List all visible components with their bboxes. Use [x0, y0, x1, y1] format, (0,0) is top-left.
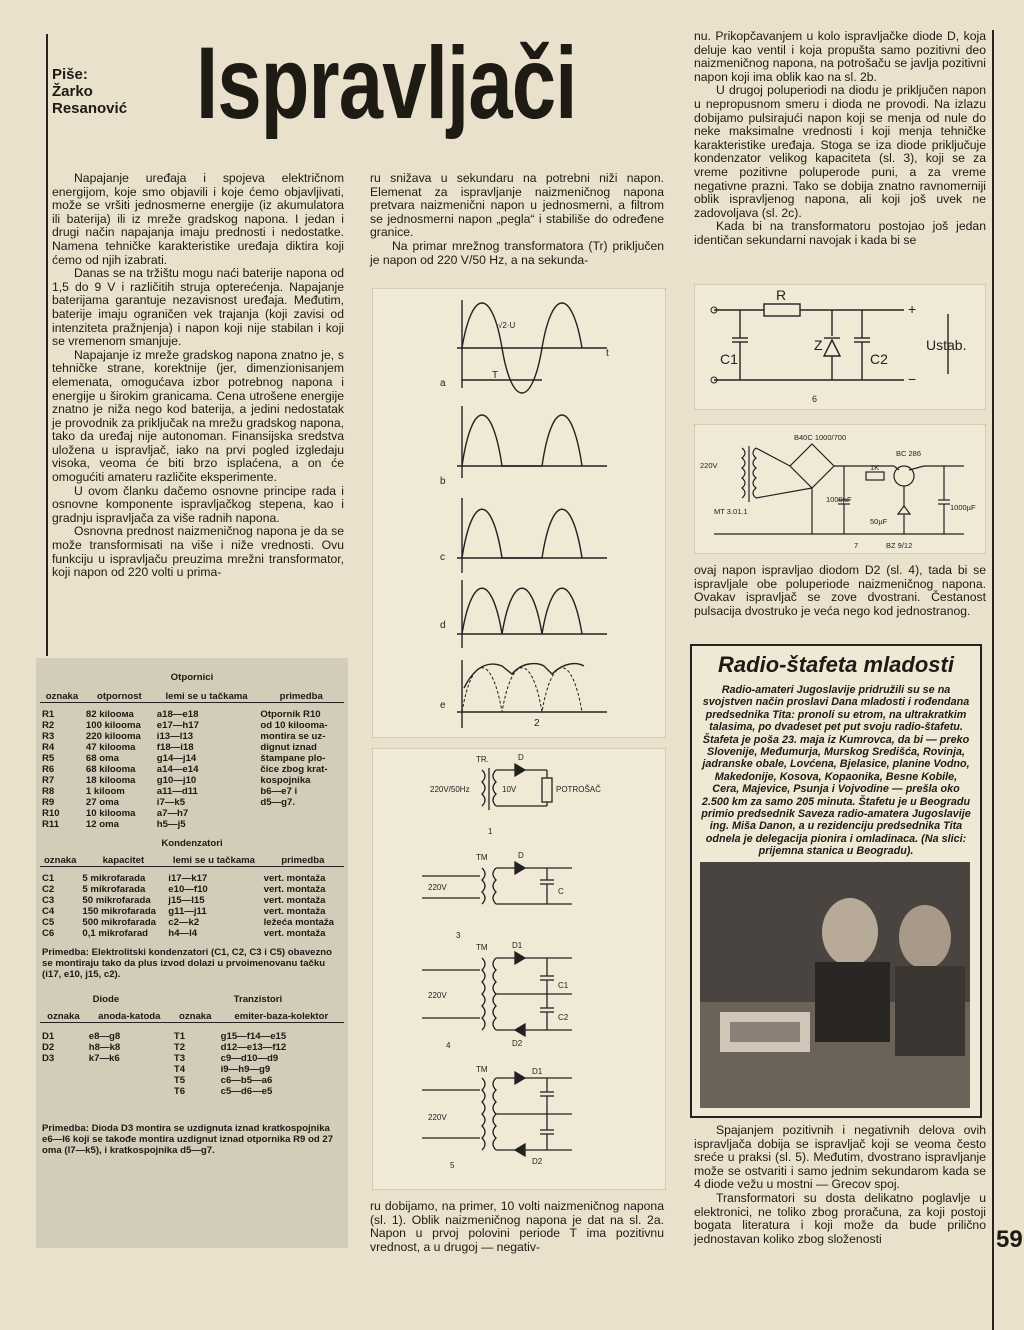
figure-label: R	[776, 287, 787, 303]
table-title-resistors: Otpornici	[170, 672, 214, 683]
table-cell: c9—d10—d9	[220, 1053, 279, 1064]
figure-label: C1	[720, 351, 738, 367]
figure-number: 4	[446, 1041, 451, 1050]
table-cell: e17—h17	[156, 720, 199, 731]
paragraph: Danas se na tržištu mogu naći baterije napona od 1,5 do 9 V i različitih struja opterećenja. Napajanje baterijama garantuje nezavisnost uređaja. Međutim, baterije imaju ograničen vek trajanja (koji zavisi od intenziteta pražnjenja) i napon koji nije stabilan i koji se vremenom smanjuje.	[52, 266, 344, 349]
paragraph: Transformatori su dosta delikatno poglavlje u elektronici, ne toliko zbog proračuna, za koji postoji bogata literatura i koji može da bude prilično jednostavan koliko zbog složenosti	[694, 1190, 986, 1246]
svg-text:−: −	[908, 371, 917, 387]
table-cell: montira se uz-	[260, 731, 326, 742]
figure-label: C1	[558, 981, 569, 990]
table-cell: vert. montaža	[263, 928, 326, 939]
table-cell: R5	[42, 753, 55, 764]
figure-label: D1	[512, 941, 523, 950]
table-cell: kospojnika	[260, 775, 311, 786]
table-header: oznaka	[40, 855, 80, 867]
table-cell: vert. montaža	[263, 895, 326, 906]
table-cell	[87, 1064, 172, 1075]
resistor-row	[40, 753, 344, 764]
paragraph: Napajanje uređaja i spojeva električnom energijom, koje smo objavili i koje ćemo objavljivati, može se vršiti jednosmerne energije (iz akumulatora ili baterija) ili iz mreže gradskog napona. I jedan i drugi način napajanja imaju prednosti i nedostatke. Namena tehničke karakteristike uređaja diktira koji ćemo od njih izabrati.	[52, 171, 344, 267]
figure-label: 1000µF	[950, 503, 976, 512]
figure-label: T	[492, 370, 499, 381]
column-3-mid-text	[694, 564, 986, 618]
table-cell: 82 kiloома	[85, 709, 134, 720]
table-cell: e10—f10	[168, 884, 208, 895]
table-cell: D1	[42, 1031, 55, 1042]
table-cell: R9	[42, 797, 55, 808]
resistor-row	[40, 709, 344, 720]
column-2-top-text	[370, 172, 664, 267]
table-header: oznaka	[40, 1011, 87, 1023]
paragraph: ru dobijamo, na primer, 10 volti naizmeničnog napona (sl. 1). Oblik naizmeničnog napona je dat na sl. 2a. Napon u prvoj polovini periode T ima pozitivnu vrednost, a u drugoj — negativ-	[370, 1199, 664, 1254]
figure-label: 1000µF	[826, 495, 852, 504]
table-cell: 68 oma	[85, 753, 119, 764]
table-cell: C6	[42, 928, 55, 939]
table-cell	[87, 1086, 172, 1097]
page-number: 59	[996, 1226, 1023, 1253]
table-cell: T2	[173, 1042, 186, 1053]
figure-label: 50µF	[870, 517, 888, 526]
radio-stafeta-box	[690, 644, 982, 1118]
figure-label: B40C 1000/700	[794, 433, 847, 442]
table-cell: i13—l13	[156, 731, 194, 742]
table-cell: R6	[42, 764, 55, 775]
table-cell: D2	[42, 1042, 55, 1053]
table-cell: čice zbog krat-	[260, 764, 328, 775]
resistor-row	[40, 720, 344, 731]
table-cell: g10—j10	[156, 775, 197, 786]
diode-transistor-row	[40, 1053, 344, 1064]
resistor-row	[40, 819, 344, 830]
table-header: kapacitet	[80, 855, 166, 867]
resistor-row	[40, 742, 344, 753]
figure-number: 3	[456, 931, 461, 940]
table-cell: g15—f14—e15	[220, 1031, 287, 1042]
figure-6-zener-stabilizer	[694, 284, 986, 410]
resistor-row	[40, 786, 344, 797]
paragraph: U drugoj poluperiodi na diodu je priključen napon u nepropusnom smeru i dioda ne provodi. Na izlazu dobijamo pulsirajući napon koji se menja od nule do neke maksimalne vrednosti i koji menja tehničke karakteristike uređaja. Stoga se iza diode priključuje kondenzator velikog kapaciteta (sl. 3), koji se za vreme pozitivne poluperode puni, a za vreme negativne prazni. Tako se dobija znatno ravnomerniji oblik ispravljenog napona, ali koji još uvek ne zadovoljava (sl. 2c).	[694, 83, 986, 220]
figure-label: TM	[476, 943, 488, 952]
table-cell: c2—k2	[168, 917, 200, 928]
figure-number: 1	[488, 827, 493, 836]
table-cell: g11—j11	[168, 906, 207, 917]
table-header: otpornost	[84, 691, 155, 703]
table-cell: T6	[173, 1086, 186, 1097]
table-cell: e8—g8	[88, 1031, 121, 1042]
capacitor-row	[40, 873, 344, 884]
table-cell: T1	[173, 1031, 186, 1042]
table-cell: a18—e18	[156, 709, 199, 720]
table-cell: vert. montaža	[263, 873, 326, 884]
sidebar-title: Radio-štafeta mladosti	[718, 652, 954, 677]
table-cell: 68 kilooma	[85, 764, 136, 775]
table-cell: C2	[42, 884, 55, 895]
figure-label: D2	[532, 1157, 543, 1166]
figure-label: b	[440, 476, 446, 487]
figure-label: 220V	[700, 461, 718, 470]
author-first-name: Žarko	[52, 83, 93, 100]
figure-label: c	[440, 552, 445, 563]
table-cell: h8—k8	[88, 1042, 121, 1053]
table-header: emiter-baza-kolektor	[219, 1011, 344, 1023]
figure-label: TM	[476, 853, 488, 862]
figure-label: BZ 9/12	[886, 541, 913, 550]
figure-number: 5	[450, 1161, 455, 1170]
column-3-top-text	[694, 30, 986, 248]
table-cell: R3	[42, 731, 55, 742]
figure-label: BC 286	[896, 449, 922, 458]
table-header: oznaka	[40, 691, 84, 703]
table-cell: R11	[42, 819, 60, 830]
figure-label: D	[518, 753, 524, 762]
resistor-row	[40, 731, 344, 742]
figure-label: D2	[512, 1039, 523, 1048]
figure-number: 6	[812, 394, 818, 404]
figure-2-waveforms	[372, 288, 666, 738]
sidebar-text: Radio-amateri Jugoslavije pridružili su se na svojstven način proslavi Dana mladosti i rođendana predsednika Tita: pronoli su etrom, na ultrakratkim talasima, po dvadeset pet put svoju radio-štafetu. Štafeta je poša 23. maja iz Kumrovca, da bi — preko Slovenije, Međumurja, Murskog Središća, Rovinja, jadranske obale, Lovćena, Bjelasice, planine Vodno, Makedonije, Kosova, Kopaonika, Besne Kobile, Cera, Majevice, Psunja i Vojvodine — prešla oko 2.500 km za samo 205 minuta. Štafetu je u Beogradu primio predsednik Saveza radio-amatera Jugoslavije ing. Miša Danon, a u rezidenciju predsednika Tita odnela je delegacija pionira i omladinaca. (Na slici: prijemna stanica u Beogradu).	[701, 684, 971, 858]
table-cell: vert. montaža	[263, 884, 326, 895]
table-header: primedba	[258, 691, 344, 703]
diode-transistor-row	[40, 1031, 344, 1042]
capacitor-row	[40, 928, 344, 939]
diode-transistor-table	[40, 994, 344, 1097]
table-cell: i7—k5	[156, 797, 186, 808]
paragraph: Na primar mrežnog transformatora (Tr) priključen je napon od 220 V/50 Hz, a na sekunda-	[370, 238, 664, 267]
author-byline	[52, 66, 127, 117]
column-rule	[46, 34, 48, 656]
figure-label: D1	[532, 1067, 543, 1076]
table-cell: 27 oma	[85, 797, 119, 808]
table-cell: T4	[173, 1064, 186, 1075]
table-cell: c6—b5—a6	[220, 1075, 273, 1086]
figure-number: 2	[534, 718, 540, 729]
table-cell: j15—l15	[168, 895, 205, 906]
table-cell: R8	[42, 786, 55, 797]
svg-text:+: +	[908, 301, 917, 317]
column-2-bottom-text	[370, 1200, 664, 1254]
figure-label: TR.	[476, 755, 489, 764]
table-cell	[40, 1075, 87, 1086]
table-cell: štampane plo-	[260, 753, 326, 764]
capacitor-note: Primedba: Elektrolitski kondenzatori (C1, C2, C3 i C5) obavezno se montiraju tako da plus izvod dolazi u prvoimenovanu tačku (i17, e10, j15, c2).	[42, 947, 333, 980]
figure-label: C2	[558, 1013, 569, 1022]
table-cell	[87, 1075, 172, 1086]
table-cell: 500 mikrofarada	[82, 917, 157, 928]
resistor-table	[40, 691, 344, 830]
figure-label: POTROŠAČ	[556, 785, 601, 794]
table-cell: T3	[173, 1053, 186, 1064]
table-cell: d5—g7.	[260, 797, 296, 808]
table-cell: dignut iznad	[260, 742, 317, 753]
table-cell: h5—j5	[156, 819, 186, 830]
table-cell: R2	[42, 720, 55, 731]
table-cell: T5	[173, 1075, 186, 1086]
diode-note: Primedba: Dioda D3 montira se uzdignuta iznad kratkospojnika e6—l6 koji se takođe montira uzdignut iznad otpornika R9 od 27 oma (l7—k5), i kratkospojnika d5—g7.	[42, 1123, 334, 1156]
resistor-row	[40, 775, 344, 786]
table-cell: a14—e14	[156, 764, 199, 775]
figure-label: e	[440, 700, 446, 711]
paragraph: Napajanje iz mreže gradskog napona znatno je, s tehničke strane, korektnije (jer, dimenzionisanjem elemenata, omogućava izbor potrebnog napona i energije u širokim granicama. Cena utrošene energije znatno je niža nego kod baterija, a jedini nedostatak je provodnik za priključak na mrežu gradskog napona, tako da uređaj nije autonoman. Finansijska sredstva uložena u ispravljač, iako na prvi pogled izgledaju visoka, veoma će biti brzo isplaćena, a on će omogućiti amateru različite eksperimente.	[52, 347, 344, 485]
table-header: lemi se u tačkama	[155, 691, 259, 703]
resistor-row	[40, 764, 344, 775]
figures-1-3-4-5-circuits	[372, 748, 666, 1190]
paragraph: Kada bi na transformatoru postojao još jedan identičan sekundarni navojak i kada bi se	[694, 219, 986, 247]
column-3-bottom-text	[694, 1124, 986, 1246]
table-cell: 5 mikrofarada	[82, 884, 146, 895]
table-cell: g14—j14	[156, 753, 197, 764]
table-cell: vert. montaža	[263, 906, 326, 917]
paragraph: ru snižava u sekundaru na potrebni niži napon. Elemenat za ispravljanje naizmeničnog napona pretvara naizmenični napon u jednosmerni, a filtrom se jednosmerni napon „pegla“ i stabiliše do određene granice.	[370, 171, 664, 240]
paragraph: nu. Prikopčavanjem u kolo ispravljačke diode D, koja deluje kao ventil i koja propušta samo pozitivni deo naizmeničnog napona, na potrošaču se javlja pozitivni napon koji ima oblik kao na sl. 2b.	[694, 29, 986, 84]
figure-label: a	[440, 378, 446, 389]
table-cell: C4	[42, 906, 55, 917]
table-cell: od 10 kilooma-	[260, 720, 328, 731]
table-header: lemi se u tačkama	[166, 855, 261, 867]
capacitor-row	[40, 917, 344, 928]
figure-label: 10V	[502, 785, 517, 794]
paragraph: U ovom članku dačemo osnovne principe rada i osnovne komponente ispravljačkog stepena, kao i gradnju ispravljača za više radnih napona.	[52, 483, 344, 525]
table-cell: 220 kilooma	[85, 731, 141, 742]
table-cell: a7—h7	[156, 808, 189, 819]
author-label: Piše:	[52, 66, 88, 83]
table-cell: c5—d6—e5	[220, 1086, 273, 1097]
figure-label: Z	[814, 337, 823, 353]
table-cell: d12—e13—f12	[220, 1042, 287, 1053]
figure-label: √2·U	[498, 321, 516, 330]
paragraph: ovaj napon ispravljao diodom D2 (sl. 4), tada bi se ispravljale obe poluperiode naizmeničnog napona. Ovakav ispravljač se zove dvostrani. Čestanost pulsacija dvostruko je veća nego kod jednostranog.	[694, 563, 986, 618]
capacitor-row	[40, 906, 344, 917]
figure-label: 220V/50Hz	[430, 785, 470, 794]
photo-receiving-station	[700, 862, 970, 1108]
capacitor-table	[40, 855, 344, 939]
resistor-row	[40, 797, 344, 808]
table-header: anoda-katoda	[87, 1011, 172, 1023]
table-cell: f18—i18	[156, 742, 194, 753]
figure-label: 220V	[428, 1113, 447, 1122]
table-cell: D3	[42, 1053, 55, 1064]
diode-transistor-row	[40, 1075, 344, 1086]
table-cell: a11—d11	[156, 786, 198, 797]
table-cell: 150 mikrofarada	[82, 906, 157, 917]
table-cell: Otpornik R10	[260, 709, 321, 720]
figure-label: C2	[870, 351, 888, 367]
figure-label: 1K	[870, 463, 880, 472]
table-cell: 12 oma	[85, 819, 119, 830]
figure-label: Ustab.	[926, 337, 967, 353]
table-cell	[258, 808, 344, 819]
table-cell: i17—k17	[168, 873, 208, 884]
table-cell: 5 mikrofarada	[82, 873, 146, 884]
page-title: Ispravljači	[196, 26, 577, 140]
table-cell: i9—h9—g9	[220, 1064, 271, 1075]
column-1-text	[52, 172, 344, 580]
table-cell	[40, 1064, 87, 1075]
table-header: primedba	[262, 855, 344, 867]
table-cell: 100 kilooma	[85, 720, 141, 731]
table-cell: 1 kiloom	[85, 786, 125, 797]
table-cell: 10 kilooma	[85, 808, 136, 819]
author-last-name: Resanović	[52, 100, 128, 117]
figure-7-transistor-stabilizer	[694, 424, 986, 554]
table-cell: C3	[42, 895, 55, 906]
table-cell	[40, 1086, 87, 1097]
table-cell: 18 kilooma	[85, 775, 136, 786]
table-cell: R1	[42, 709, 55, 720]
table-cell: ležeća montaža	[263, 917, 335, 928]
table-cell: k7—k6	[88, 1053, 120, 1064]
table-cell: R7	[42, 775, 55, 786]
figure-number: 7	[854, 541, 859, 550]
diode-transistor-row	[40, 1042, 344, 1053]
table-cell: b6—e7 i	[260, 786, 298, 797]
table-cell: R4	[42, 742, 55, 753]
table-cell: R10	[42, 808, 60, 819]
figure-label: C	[558, 887, 564, 896]
figure-label: 220V	[428, 883, 447, 892]
figure-label: MT 3.01.1	[714, 507, 748, 516]
figure-label: TM	[476, 1065, 488, 1074]
paragraph: Spajanjem pozitivnih i negativnih delova ovih ispravljača dobija se ispravljač koji se veoma često sreće u praksi (sl. 5). Međutim, dvostrano ispravljanje može se ostvariti i samo jednim sekundarom kada se 4 diode vežu u mostni — Grecov spoj.	[694, 1123, 986, 1192]
table-title-transistors: Tranzistori	[233, 994, 283, 1005]
table-header: oznaka	[172, 1011, 219, 1023]
margin-rule	[992, 30, 994, 1330]
resistor-row	[40, 808, 344, 819]
table-cell	[258, 819, 344, 830]
table-cell: 47 kilooma	[85, 742, 136, 753]
table-title-capacitors: Kondenzatori	[161, 838, 223, 849]
table-cell: C5	[42, 917, 55, 928]
capacitor-row	[40, 895, 344, 906]
capacitor-row	[40, 884, 344, 895]
table-cell: h4—l4	[168, 928, 198, 939]
paragraph: Osnovna prednost naizmeničnog napona je da se može transformisati na više i niže vrednosti. Ovu funkciju u ispravljaču preuzima mrežni transformator, koji napon od 220 volti u prima-	[52, 524, 344, 580]
figure-label: D	[518, 851, 524, 860]
table-title-diodes: Diode	[92, 994, 120, 1005]
figure-label: 220V	[428, 991, 447, 1000]
diode-transistor-row	[40, 1064, 344, 1075]
axis-label: t	[606, 348, 609, 359]
table-cell: 0,1 mikrofarad	[82, 928, 149, 939]
figure-label: d	[440, 620, 446, 631]
table-cell: C1	[42, 873, 55, 884]
diode-transistor-row	[40, 1086, 344, 1097]
table-cell: 50 mikrofarada	[82, 895, 151, 906]
component-tables	[36, 658, 348, 1248]
